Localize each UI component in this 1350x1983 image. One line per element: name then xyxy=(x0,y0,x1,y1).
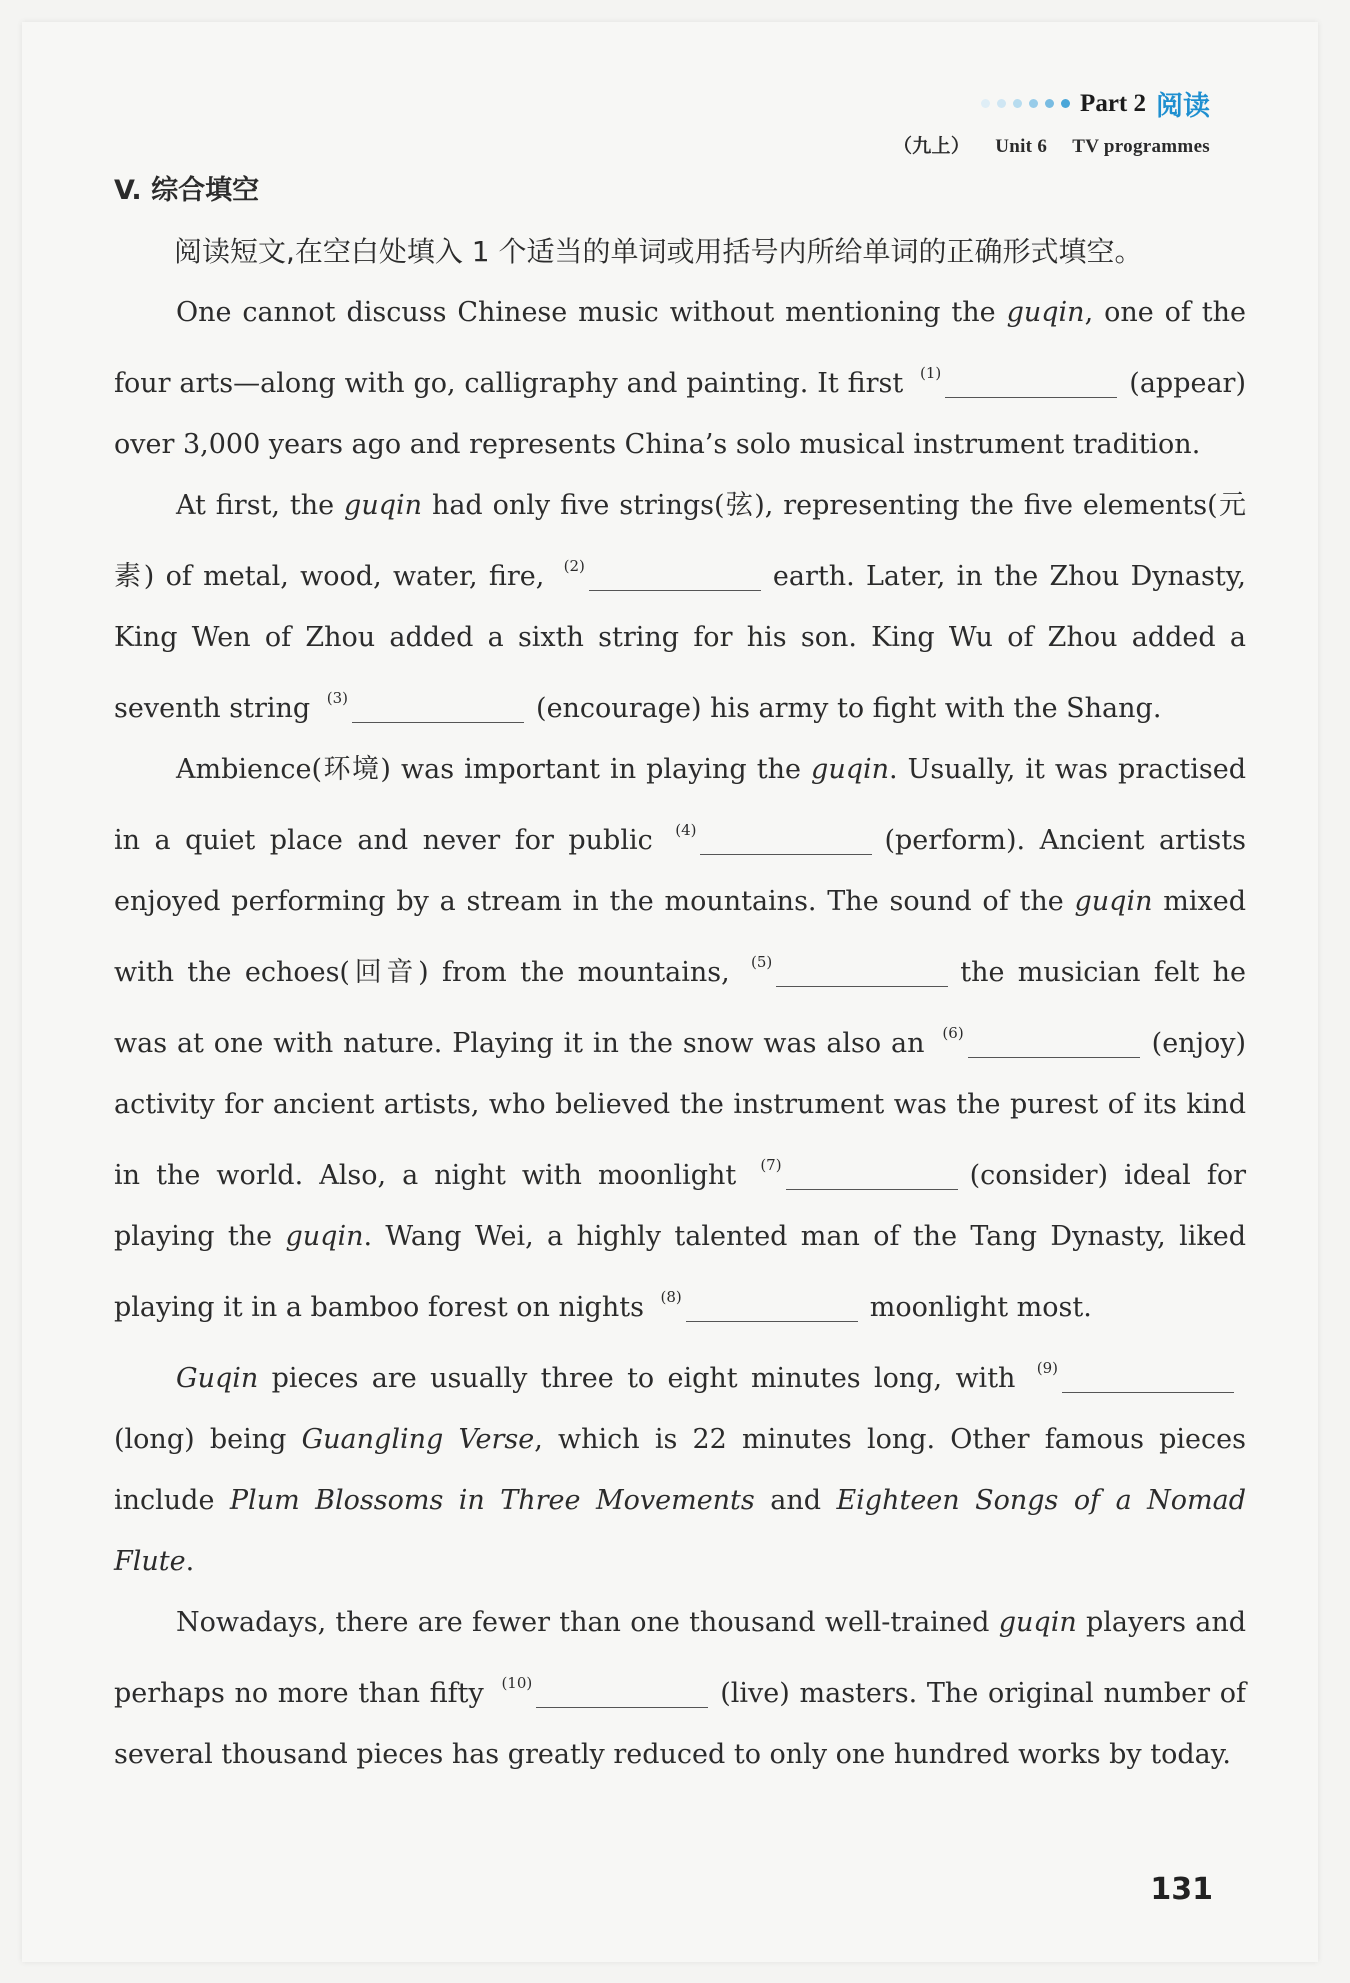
italic-term: Plum Blossoms in Three Movements xyxy=(229,1485,755,1516)
text-run: , one of the four arts—along with go, calligraphy and painting. It first xyxy=(114,297,1247,399)
text-run: moonlight most. xyxy=(869,1292,1092,1323)
text-run: (appear) over 3,000 years ago and represents China’s solo musical instrument tradition. xyxy=(114,368,1246,460)
unit-title: TV programmes xyxy=(1072,136,1210,157)
section-title: V. 综合填空 xyxy=(114,175,260,206)
answer-blank[interactable] xyxy=(589,564,761,591)
italic-term: guqin xyxy=(1006,297,1085,328)
text-run: . Wang Wei, a highly talented man of the Tang Dynasty, liked playing it in a bamboo forest on nights xyxy=(114,1221,1246,1323)
grade-label: （九上） xyxy=(892,136,971,157)
text-run: . Usually, it was practised in a quiet place and never for public xyxy=(114,754,1247,856)
text-run: Nowadays, there are fewer than one thousand well-trained xyxy=(176,1607,999,1638)
blank-number: (3) xyxy=(326,689,349,707)
answer-blank[interactable] xyxy=(968,1031,1140,1058)
exercise-content xyxy=(114,170,1246,1785)
text-run: players and perhaps no more than fifty xyxy=(114,1607,1247,1709)
text-run: (encourage) his army to fight with the Shang. xyxy=(536,693,1162,724)
dot-icon xyxy=(1045,99,1054,108)
text-run: One cannot discuss Chinese music without mentioning the xyxy=(176,297,1007,328)
text-run: (long) being xyxy=(114,1424,302,1455)
answer-blank[interactable] xyxy=(945,371,1117,398)
text-run: Ambience(环境) was important in playing the xyxy=(176,754,812,785)
text-run: , which is 22 minutes long. Other famous pieces include xyxy=(114,1424,1246,1516)
text-run: earth. Later, in the Zhou Dynasty, King Wen of Zhou added a sixth string for his son. King Wu of Zhou added a seventh string xyxy=(114,561,1246,724)
blank-number: (10) xyxy=(501,1674,533,1692)
text-run: (enjoy) activity for ancient artists, who believed the instrument was the purest of its kind in the world. Also, a night with moonlight xyxy=(114,1028,1246,1191)
blank-number: (2) xyxy=(563,557,585,575)
passage-paragraph xyxy=(114,739,1246,1338)
italic-term: guqin xyxy=(344,490,423,521)
text-run: . xyxy=(185,1546,195,1577)
answer-blank[interactable] xyxy=(776,960,948,987)
passage-paragraph xyxy=(114,475,1246,739)
decorative-dots xyxy=(981,99,1070,108)
answer-blank[interactable] xyxy=(686,1295,858,1322)
passage-paragraph xyxy=(114,1338,1246,1592)
page-header xyxy=(893,84,1210,158)
answer-blank[interactable] xyxy=(786,1163,958,1190)
italic-term: guqin xyxy=(811,754,890,785)
text-run: and xyxy=(754,1485,837,1516)
blank-number: (8) xyxy=(660,1288,682,1306)
textbook-page xyxy=(22,22,1318,1962)
passage xyxy=(114,282,1246,1785)
answer-blank[interactable] xyxy=(352,696,524,723)
section-label: 阅读 xyxy=(1156,91,1210,122)
page-number: 131 xyxy=(1150,1872,1213,1907)
text-run: mixed with the echoes(回音) from the mountains, xyxy=(114,886,1247,988)
answer-blank[interactable] xyxy=(536,1681,708,1708)
dot-icon xyxy=(1013,99,1022,108)
blank-number: (6) xyxy=(942,1024,964,1042)
blank-number: (5) xyxy=(751,953,773,971)
answer-blank[interactable] xyxy=(700,828,872,855)
text-run: had only five strings(弦), representing the five elements(元素) of metal, wood, water, fire, xyxy=(114,490,1247,592)
dot-icon xyxy=(997,99,1006,108)
dot-icon xyxy=(1061,99,1070,108)
text-run: At first, the xyxy=(176,490,345,521)
text-run: (perform). Ancient artists enjoyed performing by a stream in the mountains. The sound of the xyxy=(114,825,1246,917)
blank-number: (4) xyxy=(675,821,697,839)
italic-term: guqin xyxy=(1074,886,1153,917)
italic-term: Guqin xyxy=(176,1363,259,1394)
unit-label: Unit 6 xyxy=(995,136,1048,157)
italic-term: Guangling Verse xyxy=(301,1424,535,1455)
unit-line xyxy=(893,131,1210,158)
answer-blank[interactable] xyxy=(1062,1366,1234,1393)
italic-term: guqin xyxy=(285,1221,364,1252)
italic-term: guqin xyxy=(998,1607,1077,1638)
dot-icon xyxy=(981,99,990,108)
passage-paragraph xyxy=(114,282,1246,475)
part-label: Part 2 xyxy=(1080,89,1146,117)
text-run: (consider) ideal for playing the xyxy=(114,1160,1246,1252)
instructions: 阅读短文,在空白处填入 1 个适当的单词或用括号内所给单词的正确形式填空。 xyxy=(174,235,1143,268)
italic-term: Eighteen Songs of a Nomad Flute xyxy=(114,1485,1246,1577)
blank-number: (1) xyxy=(920,364,942,382)
text-run: the musician felt he was at one with nature. Playing it in the snow was also an xyxy=(114,957,1246,1059)
blank-number: (9) xyxy=(1036,1359,1058,1377)
dot-icon xyxy=(1029,99,1038,108)
text-run: pieces are usually three to eight minutes long, with xyxy=(258,1363,1029,1394)
text-run: (live) masters. The original number of several thousand pieces has greatly reduced to only one hundred works by today. xyxy=(114,1678,1246,1770)
passage-paragraph xyxy=(114,1592,1246,1785)
blank-number: (7) xyxy=(760,1156,782,1174)
